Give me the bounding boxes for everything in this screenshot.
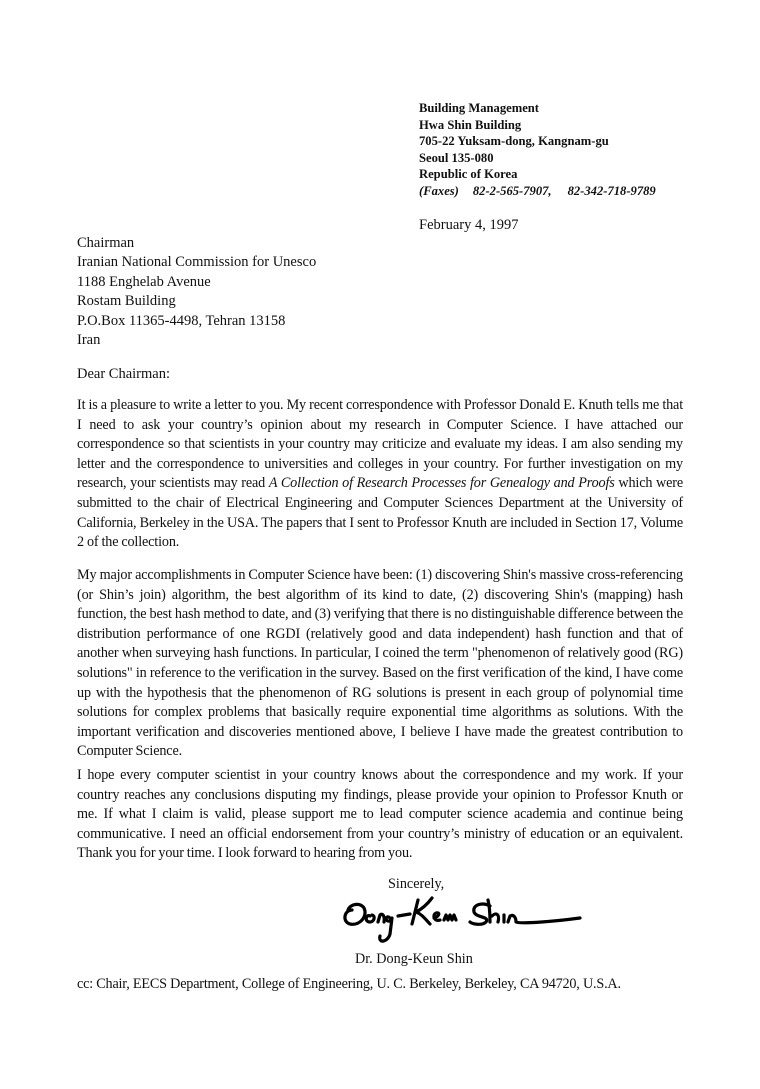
recipient-line: P.O.Box 11365-4498, Tehran 13158 — [77, 312, 286, 329]
body-paragraph-3: I hope every computer scientist in your country knows about the correspondence and my work. If your country reaches any conclusions disputing my findings, please provide your opinion to Professor Knuth or me. If what I claim is valid, please support me to lead computer science academia and continue being communicative. I need an official endorsement from your country’s ministry of education or an equivalent. Thank you for your time. I look forward to hearing from you. — [77, 767, 683, 862]
recipient-address-block — [77, 234, 316, 350]
recipient-line: Rostam Building — [77, 293, 176, 310]
recipient-line: Chairman — [77, 235, 135, 251]
sender-line: Republic of Korea — [419, 167, 518, 182]
sender-line: Building Management — [419, 101, 540, 115]
letter-date: February 4, 1997 — [419, 217, 519, 233]
closing: Sincerely, — [388, 876, 445, 892]
book-title: A Collection of Research Processes for Genealogy and Proofs — [268, 475, 615, 492]
body-paragraph-1 — [77, 396, 683, 553]
signer-name: Dr. Dong-Keun Shin — [355, 951, 473, 967]
recipient-line: Iranian National Commission for Unesco — [77, 254, 317, 271]
sender-line: Seoul 135-080 — [419, 150, 494, 165]
faxes-label: (Faxes) — [419, 183, 459, 198]
recipient-line: 1188 Enghelab Avenue — [77, 273, 211, 290]
recipient-line: Iran — [77, 332, 101, 349]
handwritten-signature — [340, 888, 590, 948]
salutation: Dear Chairman: — [77, 366, 171, 382]
sender-line: Hwa Shin Building — [419, 117, 522, 132]
sender-faxes — [419, 183, 656, 200]
body-paragraph-2: My major accomplishments in Computer Science have been: (1) discovering Shin's massive cross-referencing (or Shin’s join) algorithm, the best algorithm of its kind to date, (2) discovering Shin's (mapping) hash function, the best hash method to date, and (3) verifying that there is no distinguishable difference between the distribution performance of one RGDI (relatively good and data independent) hash function and that of another when surveying hash functions. In particular, I coined the term "phenomenon of relatively good (RG) solutions" in reference to the verification in the survey. Based on the first verification of the kind, I have come up with the hypothesis that the phenomenon of RG solutions is present in each group of polynomial time solutions for complex problems that basically require exponential time algorithms as solutions. With the important verification and discoveries mentioned above, I believe I have made the greatest contribution to Computer Science. — [77, 567, 683, 760]
fax-number-1: 82-2-565-7907, — [472, 183, 552, 198]
sender-address-block — [419, 100, 656, 200]
paragraph-text: It is a pleasure to write a letter to you. My recent correspondence with Professor Donald E. Knuth tells me that I need to ask your country’s opinion about my research in Computer Science. I have attached our correspondence so that scientists in your country may criticize and evaluate my ideas. I am also sending my letter and the correspondence to universities and colleges in your country. For further investigation on my research, your scientists may read — [77, 397, 683, 492]
sender-line: 705-22 Yuksam-dong, Kangnam-gu — [419, 134, 609, 149]
fax-number-2: 82-342-718-9789 — [567, 183, 656, 198]
cc-line: cc: Chair, EECS Department, College of Engineering, U. C. Berkeley, Berkeley, CA 94720, U.S.A. — [77, 976, 621, 992]
paragraph-text: which were submitted to the chair of Electrical Engineering and Computer Sciences Department at the University of California, Berkeley in the USA. The papers that I sent to Professor Knuth are included in Section 17, Volume 2 of the collection. — [77, 475, 684, 551]
